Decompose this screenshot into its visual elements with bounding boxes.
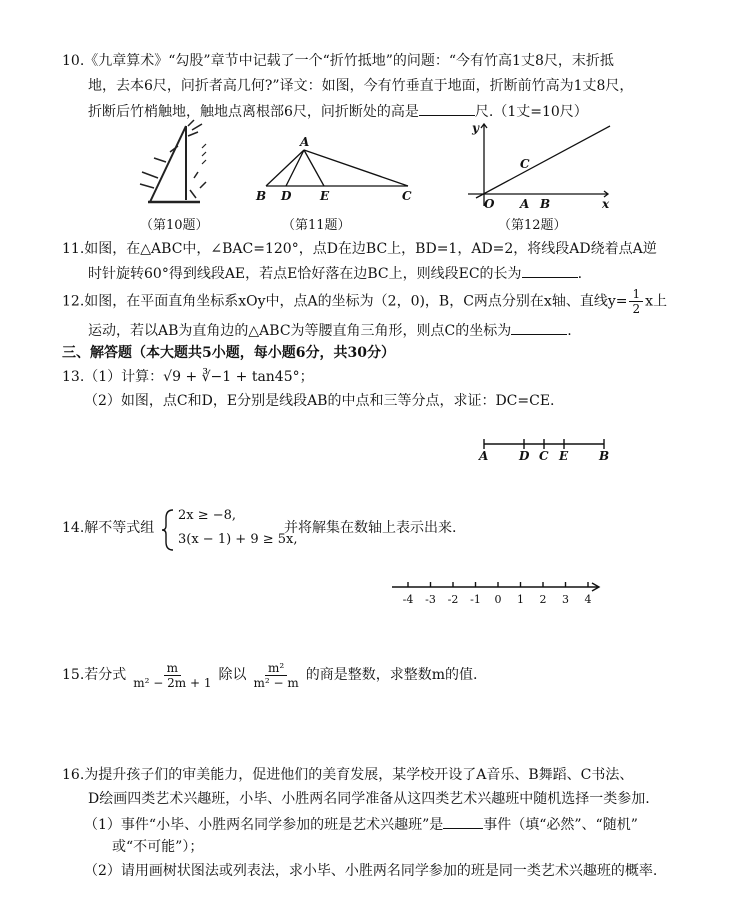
q14-tick-label: 0: [494, 593, 502, 606]
q13-line1: 13.（1）计算：√9 + ∛−1 + tan45°；: [62, 369, 314, 385]
q15-f2-num: m²: [265, 661, 287, 676]
fig12-label-a: A: [520, 197, 530, 210]
q13-label-c: C: [539, 449, 549, 463]
q14-tick-label: 2: [539, 593, 547, 606]
q12-frac-num: 1: [629, 287, 643, 302]
fig12-label-o: O: [484, 197, 495, 210]
q10-line2: 地，去本6尺，问折者高几何?”译文：如图，今有竹垂直于地面，折断前竹高为1丈8尺，: [88, 78, 634, 94]
q12-line2-tail: .: [567, 323, 572, 339]
q10-answer-blank[interactable]: [419, 101, 475, 116]
fig11-seg-ac: [304, 150, 408, 186]
q14-suffix: 并将解集在数轴上表示出来.: [284, 520, 457, 536]
caption-fig10: （第10题）: [140, 218, 209, 233]
q11-answer-blank[interactable]: [522, 263, 578, 278]
q15-prefix: 15.若分式: [62, 667, 127, 683]
q15-fraction-1: [130, 661, 214, 690]
fig12-line: [476, 126, 610, 198]
q15-mid: 除以: [218, 667, 247, 683]
q16-line3-text: （1）事件“小毕、小胜两名同学参加的班是艺术兴趣班”是: [84, 817, 444, 833]
fig11-label-b: B: [256, 189, 267, 203]
q11-line2: [88, 263, 582, 283]
q15-f1-num: m: [164, 661, 181, 676]
q13-label-a: A: [479, 449, 489, 463]
fig11-seg-ad: [286, 150, 304, 186]
q15-f2-den: m² − m: [253, 675, 299, 690]
q10-line3-tail: 尺.（1丈=10尺）: [474, 104, 588, 120]
q12-line1-text: 12.如图，在平面直角坐标系xOy中，点A的坐标为（2，0)，B，C两点分别在x轴、直线y=: [62, 293, 628, 310]
q12-line1: [62, 287, 667, 316]
section-3-heading: 三、解答题（本大题共5小题，每小题6分，共30分）: [62, 345, 395, 361]
q14-eq1: 2x ≥ −8,: [178, 508, 237, 523]
q14-tick-label: -1: [470, 593, 481, 606]
q12-line2: [88, 320, 572, 340]
q13-segment-figure: [474, 430, 614, 464]
q14-prefix: 14.解不等式组: [62, 520, 155, 536]
q16-answer-blank[interactable]: [443, 814, 483, 829]
caption-fig12: （第12题）: [498, 218, 567, 233]
fig12-label-y: y: [472, 121, 479, 135]
q11-line2-tail: .: [577, 266, 583, 282]
q16-line4: 或“不可能”）；: [112, 839, 204, 855]
q10-line1: 10.《九章算术》“勾股”章节中记载了一个“折竹抵地”的问题：“今有竹高1丈8尺，末折抵: [62, 53, 614, 69]
q14-number-line[interactable]: [388, 576, 608, 610]
q14-eq2: 3(x − 1) + 9 ≥ 5x,: [178, 532, 298, 547]
q13-label-b: B: [599, 449, 610, 463]
q13-line2: （2）如图，点C和D，E分别是线段AB的中点和三等分点，求证：DC=CE.: [84, 393, 555, 409]
q13-label-d: D: [519, 449, 530, 463]
fig11-label-a: A: [300, 135, 310, 149]
q13-label-e: E: [559, 449, 569, 463]
fig11-label-e: E: [320, 189, 330, 203]
q12-line1-tail: x上: [645, 293, 668, 310]
q16-line3: [84, 814, 638, 834]
q11-line1: 11.如图，在△ABC中，∠BAC=120°，点D在边BC上，BD=1，AD=2，将线段AD绕着点A逆: [62, 241, 657, 257]
q15-line: [62, 660, 477, 690]
figure-11-triangle: [252, 132, 422, 210]
q15-fraction-2: [250, 661, 301, 690]
q14-tick-label: -3: [425, 593, 436, 606]
q12-fraction: [629, 287, 643, 316]
fig11-label-d: D: [281, 189, 292, 203]
fig11-seg-ab: [266, 150, 304, 186]
fig11-label-c: C: [402, 189, 412, 203]
fig12-label-b: B: [540, 197, 551, 210]
caption-fig11: （第11题）: [282, 218, 351, 233]
q16-line5: （2）请用画树状图法或列表法，求小毕、小胜两名同学参加的班是同一类艺术兴趣班的概率.: [84, 863, 658, 879]
q14-tick-label: -2: [447, 593, 459, 606]
q14-tick-label: 1: [517, 593, 524, 606]
q14-brace-icon: [160, 508, 176, 552]
q11-line2-text: 时针旋转60°得到线段AE，若点E恰好落在边BC上，则线段EC的长为: [88, 266, 522, 282]
figure-12-coordinate-plane: [458, 116, 618, 210]
fig12-label-c: C: [520, 157, 530, 171]
q12-frac-den: 2: [632, 302, 641, 316]
fig12-label-x: x: [602, 197, 610, 210]
q12-line2-text: 运动，若以AB为直角边的△ABC为等腰直角三角形，则点C的坐标为: [88, 323, 512, 339]
q14-tick-label: 4: [584, 593, 592, 606]
q15-suffix: 的商是整数，求整数m的值.: [305, 667, 478, 683]
q16-line1: 16.为提升孩子们的审美能力，促进他们的美育发展，某学校开设了A音乐、B舞蹈、C书法、: [62, 767, 634, 783]
q16-line2: D绘画四类艺术兴趣班，小毕、小胜两名同学准备从这四类艺术兴趣班中随机选择一类参加.: [88, 791, 650, 807]
q12-answer-blank[interactable]: [511, 320, 567, 335]
q16-line3-tail: 事件（填“必然”、“随机”: [483, 817, 638, 833]
q10-line3-text: 折断后竹梢触地，触地点离根部6尺，问折断处的高是: [88, 104, 419, 120]
figure-10-bamboo: [128, 118, 228, 208]
q14-tick-label: 3: [562, 593, 569, 606]
q14-tick-label: -4: [402, 593, 414, 606]
q15-f1-den: m² − 2m + 1: [133, 675, 212, 690]
